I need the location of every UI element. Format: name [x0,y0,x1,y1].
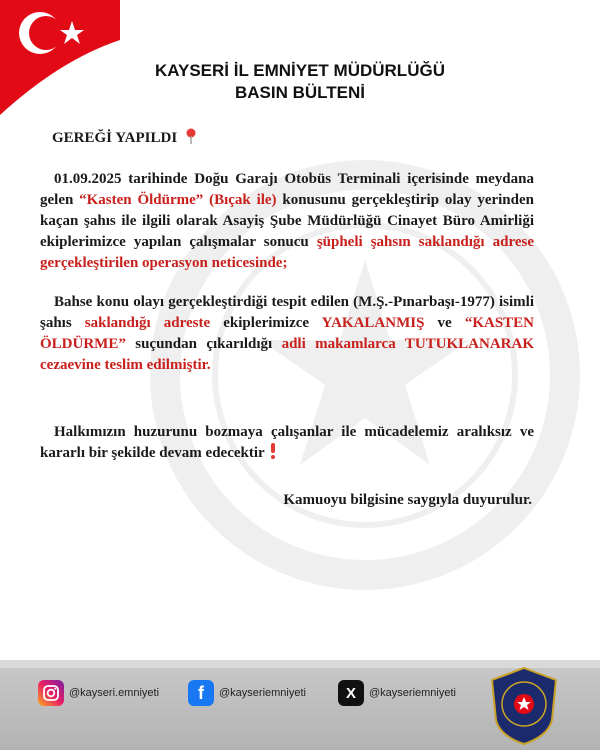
police-badge-icon [488,666,560,746]
header-subtitle: BASIN BÜLTENİ [234,83,365,102]
p1-text-c: konusunu gerçekleştirip olay yerinden kaçan şahıs ile ilgili olarak Asayiş Şube Müdürlüğü Cinayet Büro Amirliği ekiplerimizce yapılan çalışmalar sonucu [40,192,534,250]
p1-text-b: “Kasten Öldürme” (Bıçak ile) [79,192,277,208]
p2-text-h: adli makamlarca TUTUKLANARAK cezaevine teslim edilmiştir. [40,336,534,373]
header-title: KAYSERİ İL EMNİYET MÜDÜRLÜĞÜ [155,61,445,80]
instagram-handle: @kayseri.emniyeti [69,687,160,699]
x-icon: X [338,680,364,706]
paragraph-3 [40,422,534,464]
social-x[interactable] [338,678,456,708]
bulletin-body [40,128,534,511]
p2-text-a: Bahse konu olayı gerçekleştirdiği tespit edilen (M.Ş.-Pınarbaşı-1977) isimli şahıs [40,294,534,331]
p3-text: Halkımızın huzurunu bozmaya çalışanlar ile mücadelemiz aralıksız ve kararlı bir şekilde devam edecektir [40,424,534,461]
paragraph-1 [40,169,534,274]
instagram-icon [38,680,64,706]
p2-text-f: “KASTEN ÖLDÜRME” [40,315,534,352]
social-instagram[interactable] [38,678,159,708]
bulletin-heading [52,128,534,149]
x-handle: @kayseriemniyeti [369,687,456,699]
closing-line: Kamuoyu bilgisine saygıyla duyurulur. [283,492,532,508]
facebook-icon: f [188,680,214,706]
facebook-handle: @kayseriemniyeti [219,687,306,699]
p1-text-d: şüpheli şahsın saklandığı adrese gerçekleştirilen operasyon neticesinde; [40,234,535,271]
social-facebook[interactable] [188,678,306,708]
p2-text-b: saklandığı adreste [84,315,211,331]
pin-icon [185,128,197,144]
p2-text-g: suçundan çıkarıldığı [125,336,282,352]
bulletin-header [0,60,600,104]
p2-text-d: YAKALANMIŞ [321,315,425,331]
p2-text-c: ekiplerimizce [210,315,322,331]
p2-text-e: ve [424,315,465,331]
exclamation-icon [269,443,277,459]
p1-text-a: 01.09.2025 tarihinde Doğu Garajı Otobüs Terminali içerisinde meydana gelen [40,171,534,208]
paragraph-2 [40,292,534,376]
heading-text: GEREĞİ YAPILDI [52,130,178,146]
